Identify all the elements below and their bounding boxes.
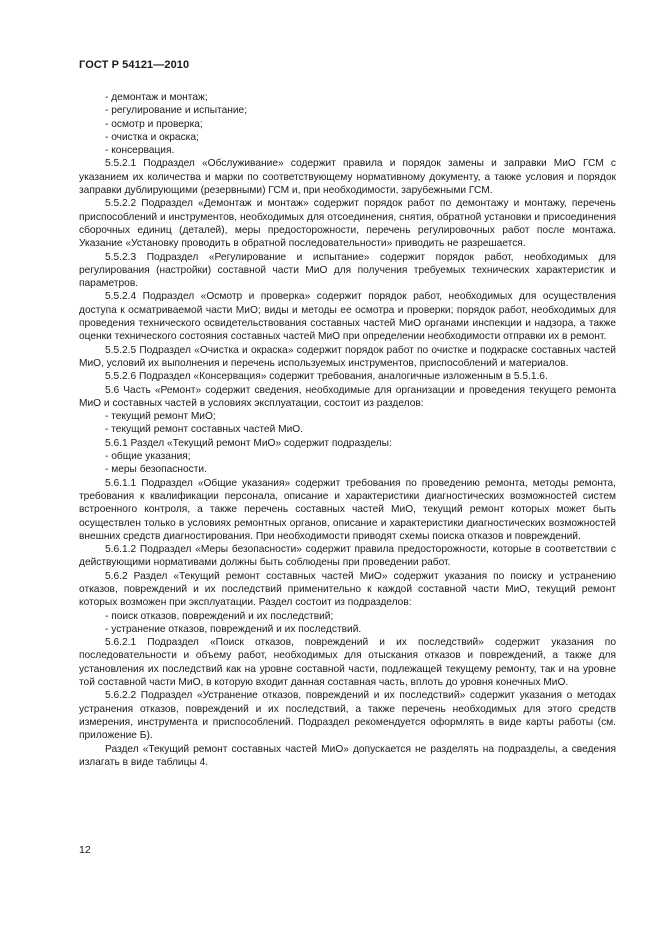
- paragraph: 5.6.1.1 Подраздел «Общие указания» содержит требования по проведению ремонта, методы ремонта, требования к квалификации персонала, описание и характеристики диагностических возможностей систем встроенного контроля, а также перечень составных частей МиО, текущий ремонт которых может быть осуществлен только в условиях ремонтных органов, описание и характеристики диагностических возможностей внешних средств диагностирования. При необходимости приводят схемы поиска отказов и повреждений.: [79, 477, 616, 542]
- paragraph: 5.6.2.1 Подраздел «Поиск отказов, повреждений и их последствий» содержит указания по последовательности и объему работ, необходимых для отыскания отказов и повреждений, а также для установления их последствий как на уровне составной части, подлежащей текущему ремонту, так и на уровне той составной части МиО, в которую входит данная составная часть, вплоть до уровня конечных МиО.: [79, 637, 616, 689]
- paragraph: 5.5.2.4 Подраздел «Осмотр и проверка» содержит порядок работ, необходимых для осуществления доступа к осматриваемой части МиО; виды и методы ее осмотра и проверки; порядок работ, необходимых для проведения технического освидетельствования составных частей МиО органами инспекции и надзора, а также оценки технического состояния составных частей МиО при определении необходимости отправки их в ремонт.: [79, 291, 616, 343]
- paragraph: 5.6.2.2 Подраздел «Устранение отказов, повреждений и их последствий» содержит указания о методах устранения отказов, повреждений и их последствий, а также перечень необходимых для этого средств измерения, инструмента и приспособлений. Подраздел рекомендуется оформлять в виде карты работы (см. приложение Б).: [79, 690, 616, 742]
- list-item: - текущий ремонт составных частей МиО.: [105, 424, 304, 436]
- paragraph: 5.5.2.6 Подраздел «Консервация» содержит требования, аналогичные изложенным в 5.5.1.6.: [105, 371, 548, 383]
- page-number: 12: [79, 844, 91, 856]
- list-item: - общие указания;: [105, 451, 191, 463]
- list-item: - меры безопасности.: [105, 464, 207, 476]
- paragraph: 5.5.2.5 Подраздел «Очистка и окраска» содержит порядок работ по очистке и подкраске составных частей МиО, условий их выполнения и перечень используемых инструментов, приспособлений и материалов.: [79, 344, 616, 369]
- list-item: - поиск отказов, повреждений и их последствий;: [105, 610, 334, 622]
- list-item: - консервация.: [105, 145, 175, 157]
- list-item: - устранение отказов, повреждений и их последствий.: [105, 623, 362, 635]
- paragraph: 5.5.2.1 Подраздел «Обслуживание» содержит правила и порядок замены и заправки МиО ГСМ с указанием их количества и марки по соответствующему нормативному документу, а также условия и порядок заправки дублирующими (резервными) ГСМ и, при необходимости, зарубежными ГСМ.: [79, 158, 616, 197]
- paragraph: 5.6.1 Раздел «Текущий ремонт МиО» содержит подразделы:: [105, 437, 392, 449]
- document-header: ГОСТ Р 54121—2010: [79, 59, 190, 71]
- paragraph: 5.5.2.3 Подраздел «Регулирование и испытание» содержит порядок работ, необходимых для регулирования (настройки) составной части МиО для получения требуемых технических характеристик и параметров.: [79, 251, 616, 290]
- list-item: - осмотр и проверка;: [105, 118, 203, 130]
- list-item: - текущий ремонт МиО;: [105, 411, 216, 423]
- paragraph: 5.6 Часть «Ремонт» содержит сведения, необходимые для организации и проведения текущего ремонта МиО и составных частей в условиях эксплуатации, состоит из разделов:: [79, 384, 616, 409]
- paragraph: 5.6.2 Раздел «Текущий ремонт составных частей МиО» содержит указания по поиску и устранению отказов, повреждений и их последствий применительно к каждой составной части МиО, текущий ремонт которых возможен при эксплуатации. Раздел состоит из подразделов:: [79, 570, 616, 609]
- paragraph: 5.6.1.2 Подраздел «Меры безопасности» содержит правила предосторожности, которые в соответствии с действующими нормативами должны быть соблюдены при проведении работ.: [79, 544, 616, 569]
- list-item: - демонтаж и монтаж;: [105, 92, 208, 103]
- document-body: [79, 91, 616, 769]
- list-item: - регулирование и испытание;: [105, 105, 248, 117]
- paragraph: 5.5.2.2 Подраздел «Демонтаж и монтаж» содержит порядок работ по демонтажу и монтажу, перечень приспособлений и инструментов, необходимых для отсоединения, снятия, обратной установки и присоединения сборочных единиц (деталей), меры предосторожности, перечень регулировочных работ после монтажа. Указание «Установку проводить в обратной последовательности» приводить не разрешается.: [79, 198, 616, 250]
- paragraph: Раздел «Текущий ремонт составных частей МиО» допускается не разделять на подразделы, а сведения излагать в виде таблицы 4.: [79, 743, 616, 768]
- list-item: - очистка и окраска;: [105, 131, 199, 143]
